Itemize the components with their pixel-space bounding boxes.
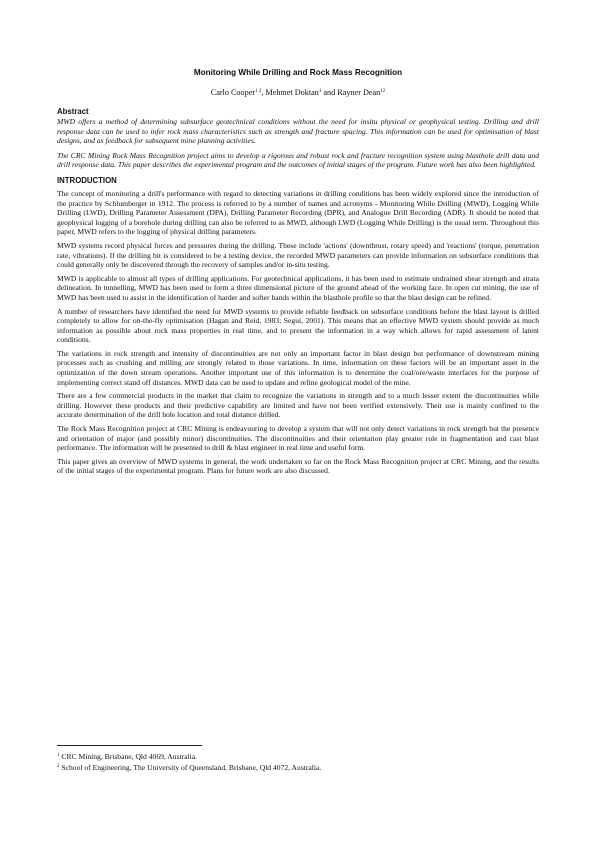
paper-body: [57, 68, 539, 476]
body-paragraph: This paper gives an overview of MWD systems in general, the work undertaken so far on the Rock Mass Recognition project at CRC Mining, and the results of the initial stages of the experimental program. Plans for future work are also discussed.: [57, 456, 539, 476]
body-paragraph: A number of researchers have identified the need for MWD systems to provide reliable feedback on subsurface conditions before the blast layout is drilled completely to allow for on-the-fly optimisation (Hagan and Reid, 1983; Segui, 2001). This means that an effective MWD system should provide as much information as possible about rock mass properties in real time, and to present the information in a way which allows for rapid assessment of latent conditions.: [57, 306, 539, 345]
footnote-divider: [57, 745, 202, 746]
affiliation-mark: 1: [318, 89, 322, 94]
body-paragraph: There are a few commercial products in the market that claim to recognize the variations in strength and to a much lesser extent the discontinuities while drilling. However these products and their predictive capability are limited and have not been verified extensively. Their use is mainly confined to the accurate determination of the drill hole location and total distance drilled.: [57, 391, 539, 420]
body-paragraph: The Rock Mass Recognition project at CRC Mining is endeavouring to develop a system that will not only detect variations in rock strength but the presence and orientation of major (and possibly minor) discontinuities. The discontinuities and their orientation play greater role in fragmentation and cast blast performance. The information will be presented to drill & blast engineer in real time and useful form.: [57, 424, 539, 453]
author-name: , Mehmet Doktan: [261, 88, 319, 97]
body-paragraph: MWD systems record physical forces and pressures during the drilling. These include 'actions' (downthrust, rotary speed) and 'reactions' (torque, penetration rate, vibrations). If the drilling bit is considered to be a testing device, the recorded MWD parameters can provide information on subsurface conditions that could generally only be discovered through the recovery of samples and/or in-situ testing.: [57, 240, 539, 270]
abstract-heading: Abstract: [57, 107, 89, 116]
body-paragraph: The concept of monitoring a drill's performance with regard to detecting variations in drilling conditions has been widely explored since the introduction of the practice by Schlumberger in 1912. The process is referred to by a number of names and acronyms - Monitoring While Drilling (MWD), Logging While Drilling (LWD), Drilling Parameter Assessment (DPA), Drilling Parameter Recording (DPR), and Analogue Drill Recording (ADR). It should be noted that geophysical logging of a borehole during drilling can also be referred to as MWD, although LWD (Logging While Drilling) is the usual term. Throughout this paper, MWD refers to the logging of physical drilling parameters.: [57, 188, 539, 237]
author-name: and Rayner Dean: [321, 88, 381, 97]
paper-title: Monitoring While Drilling and Rock Mass Recognition: [193, 68, 403, 77]
author-line: [57, 88, 539, 98]
footnote-text: School of Engineering, The University of Queensland, Brisbane, Qld 4072, Australia.: [59, 763, 322, 772]
affiliation-mark: 12: [380, 89, 386, 94]
body-paragraph: MWD is applicable to almost all types of drilling applications. For geotechnical applications, it has been used to estimate undrained shear strength and strata delineation. In tunnelling, MWD has been used to form a three dimensional picture of the ground ahead of the working face. In open cut mining, the use of MWD has been used to assist in the identification of harder and softer bands within the blasthole profile so that the blast design can be refined.: [57, 273, 539, 302]
abstract-paragraph: MWD offers a method of determining subsurface geotechnical conditions without the need for insitu physical or geophysical testing. Drilling and drill response data can be used to infer rock mass characteristics such as strength and fracture spacing. This information can be used for optimisation of blast designs, and as feedback for subsequent mine planning activities.: [57, 117, 539, 146]
footnote: [57, 752, 539, 762]
affiliation-mark: 1 2: [255, 89, 262, 94]
footnote-mark: 1: [57, 753, 60, 758]
footnote: [57, 763, 539, 773]
author-name: Carlo Cooper: [210, 88, 256, 97]
introduction-heading: INTRODUCTION: [57, 175, 117, 185]
footnote-mark: 2: [57, 764, 60, 769]
body-paragraph: The variations in rock strength and intensity of discontinuities are not only an important factor in blast design but performance of downstream mining processes such as crushing and milling are strongly related to those variations. In time, information on these factors will be an important asset in the optimization of the down stream operations. Another important use of this information is to determine the coal/ore/waste interfaces for the purpose of implementing correct stand off distances. MWD data can be used to update and refine geological model of the mine.: [57, 348, 539, 387]
abstract-paragraph: The CRC Mining Rock Mass Recognition project aims to develop a rigorous and robust rock and fracture recognition system using blasthole drill data and drill response data. This paper describes the experimental program and the outcomes of initial stages of the program. Future work has also been highlighted.: [57, 150, 539, 170]
footnote-text: CRC Mining, Brisbane, Qld 4069, Australia.: [59, 752, 198, 761]
